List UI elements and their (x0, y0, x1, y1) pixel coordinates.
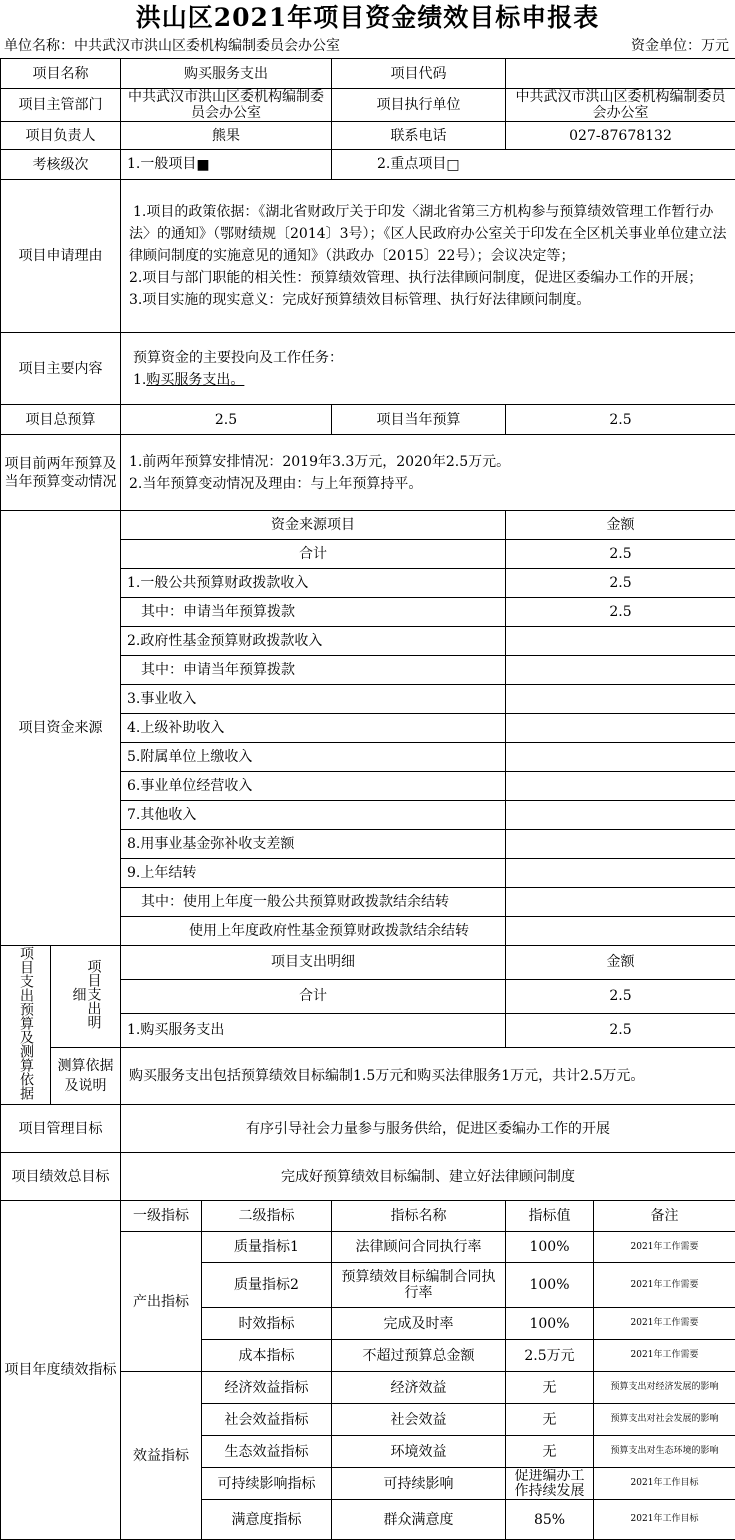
source-amount: 2.5 (506, 540, 735, 569)
perf-name: 群众满意度 (332, 1500, 506, 1540)
perf-level2: 成本指标 (202, 1340, 332, 1372)
perf-level2: 生态效益指标 (202, 1436, 332, 1468)
level-option-key: 2.重点项目□ (332, 150, 735, 180)
row-perf-total (1, 1153, 735, 1201)
label-mgmt: 项目管理目标 (1, 1105, 121, 1153)
label-reason: 项目申请理由 (1, 180, 121, 333)
perf-note: 2021年工作目标 (594, 1468, 735, 1500)
source-amount (506, 743, 735, 772)
source-amount (506, 627, 735, 656)
expense-total-value: 2.5 (506, 979, 735, 1013)
source-item: 1.一般公共预算财政拨款收入 (121, 569, 506, 598)
source-item: 2.政府性基金预算财政拨款收入 (121, 627, 506, 656)
label-change: 项目前两年预算及当年预算变动情况 (1, 435, 121, 511)
perf-col-name: 指标名称 (332, 1201, 506, 1232)
source-amount (506, 917, 735, 946)
reason-text: 1.项目的政策依据：《湖北省财政厅关于印发〈湖北省第三方机构参与预算绩效管理工作暂行办法〉的通知》（鄂财绩规〔2014〕3号）；《区人民政府办公室关于印发在全区机关事业单位建立法律顾问制度的实施意见的通知》（洪政办〔2015〕22号）；会议决定等； 2.项目与部门职能的相关性：预算绩效管理、执行法律顾问制度，促进区委编办工作的开展； 3.项目实施的现实意义：完成好预算绩效目标管理、执行好法律顾问制度。 (121, 180, 735, 333)
perf-name: 社会效益 (332, 1404, 506, 1436)
source-item: 5.附属单位上缴收入 (121, 743, 506, 772)
label-year-budget: 项目当年预算 (332, 405, 506, 435)
expense-total-label: 合计 (121, 979, 506, 1013)
source-amount: 2.5 (506, 569, 735, 598)
label-phone: 联系电话 (332, 122, 506, 150)
value-total-budget: 2.5 (121, 405, 332, 435)
perf-col-value: 指标值 (506, 1201, 594, 1232)
source-amount (506, 830, 735, 859)
money-unit: 资金单位：万元 (631, 36, 729, 56)
perf-name: 完成及时率 (332, 1308, 506, 1340)
perf-level2: 经济效益指标 (202, 1372, 332, 1404)
checkbox-filled-icon: ■ (196, 157, 209, 173)
source-col-item: 资金来源项目 (121, 511, 506, 540)
perf-level2: 时效指标 (202, 1308, 332, 1340)
checkbox-empty-icon: □ (446, 157, 459, 173)
source-item: 使用上年度政府性基金预算财政拨款结余结转 (121, 917, 506, 946)
source-amount (506, 714, 735, 743)
perf-group-output: 产出指标 (121, 1232, 202, 1372)
source-amount: 2.5 (506, 598, 735, 627)
source-item: 其中：申请当年预算拨款 (121, 656, 506, 685)
label-expense-outer: 项目支出预算及测算依据 (1, 946, 51, 1105)
source-item: 6.事业单位经营收入 (121, 772, 506, 801)
perf-value: 100% (506, 1308, 594, 1340)
value-leader: 熊果 (121, 122, 332, 150)
label-leader: 项目负责人 (1, 122, 121, 150)
source-col-amount: 金额 (506, 511, 735, 540)
source-amount (506, 685, 735, 714)
row-change (1, 435, 735, 511)
value-phone: 027-87678132 (506, 122, 735, 150)
level-option-general: 1.一般项目■ (121, 150, 332, 180)
expense-item-value: 2.5 (506, 1013, 735, 1047)
label-perf: 项目年度绩效指标 (1, 1201, 121, 1540)
unit-name: 单位名称：中共武汉市洪山区委机构编制委员会办公室 (4, 36, 340, 56)
perf-level2: 满意度指标 (202, 1500, 332, 1540)
label-exec: 项目执行单位 (332, 89, 506, 122)
label-total-budget: 项目总预算 (1, 405, 121, 435)
source-amount (506, 772, 735, 801)
perf-level2: 质量指标1 (202, 1232, 332, 1263)
perf-value: 促进编办工作持续发展 (506, 1468, 594, 1500)
perf-col-level1: 一级指标 (121, 1201, 202, 1232)
row-mgmt (1, 1105, 735, 1153)
perf-level2: 社会效益指标 (202, 1404, 332, 1436)
source-amount (506, 859, 735, 888)
perf-name: 环境效益 (332, 1436, 506, 1468)
content-text: 预算资金的主要投向及工作任务： 1.购买服务支出。 (121, 333, 735, 405)
label-project-name: 项目名称 (1, 59, 121, 89)
perf-name: 法律顾问合同执行率 (332, 1232, 506, 1263)
perf-note: 2021年工作需要 (594, 1263, 735, 1308)
label-dept: 项目主管部门 (1, 89, 121, 122)
row-project-name (1, 59, 735, 89)
row-reason (1, 180, 735, 333)
row-budget (1, 405, 735, 435)
value-perf-total: 完成好预算绩效目标编制、建立好法律顾问制度 (121, 1153, 735, 1201)
value-project-code (506, 59, 735, 89)
page-title: 洪山区2021年项目资金绩效目标申报表 (0, 0, 735, 36)
perf-value: 100% (506, 1232, 594, 1263)
value-project-name: 购买服务支出 (121, 59, 332, 89)
row-level (1, 150, 735, 180)
perf-level2: 可持续影响指标 (202, 1468, 332, 1500)
source-item: 其中：使用上年度一般公共预算财政拨款结余结转 (121, 888, 506, 917)
perf-value: 无 (506, 1372, 594, 1404)
source-item: 9.上年结转 (121, 859, 506, 888)
perf-level2: 质量指标2 (202, 1263, 332, 1308)
source-amount (506, 888, 735, 917)
perf-note: 2021年工作需要 (594, 1340, 735, 1372)
source-item: 7.其他收入 (121, 801, 506, 830)
expense-header-row (1, 946, 735, 980)
perf-name: 可持续影响 (332, 1468, 506, 1500)
perf-name: 经济效益 (332, 1372, 506, 1404)
change-text: 1.前两年预算安排情况：2019年3.3万元，2020年2.5万元。 2.当年预算变动情况及理由：与上年预算持平。 (121, 435, 735, 511)
source-amount (506, 656, 735, 685)
perf-value: 2.5万元 (506, 1340, 594, 1372)
label-source: 项目资金来源 (1, 511, 121, 946)
perf-note: 预算支出对社会发展的影响 (594, 1404, 735, 1436)
row-content (1, 333, 735, 405)
source-header-row (1, 511, 735, 540)
source-item: 8.用事业基金弥补收支差额 (121, 830, 506, 859)
report-table (0, 58, 735, 1540)
expense-item: 1.购买服务支出 (121, 1013, 506, 1047)
source-item: 其中：申请当年预算拨款 (121, 598, 506, 627)
value-year-budget: 2.5 (506, 405, 735, 435)
label-basis: 测算依据及说明 (51, 1047, 121, 1104)
perf-col-note: 备注 (594, 1201, 735, 1232)
value-exec: 中共武汉市洪山区委机构编制委员会办公室 (506, 89, 735, 122)
perf-note: 2021年工作需要 (594, 1308, 735, 1340)
source-amount (506, 801, 735, 830)
label-expense-detail: 项目支出明细 (51, 946, 121, 1048)
perf-value: 100% (506, 1263, 594, 1308)
perf-value: 无 (506, 1436, 594, 1468)
label-perf-total: 项目绩效总目标 (1, 1153, 121, 1201)
perf-note: 2021年工作目标 (594, 1500, 735, 1540)
perf-value: 无 (506, 1404, 594, 1436)
perf-group-benefit: 效益指标 (121, 1372, 202, 1540)
value-dept: 中共武汉市洪山区委机构编制委员会办公室 (121, 89, 332, 122)
expense-col-amount: 金额 (506, 946, 735, 980)
value-mgmt: 有序引导社会力量参与服务供给，促进区委编办工作的开展 (121, 1105, 735, 1153)
basis-text: 购买服务支出包括预算绩效目标编制1.5万元和购买法律服务1万元，共计2.5万元。 (121, 1047, 735, 1104)
row-basis (1, 1047, 735, 1104)
perf-name: 预算绩效目标编制合同执行率 (332, 1263, 506, 1308)
perf-note: 2021年工作需要 (594, 1232, 735, 1263)
perf-name: 不超过预算总金额 (332, 1340, 506, 1372)
source-item: 合计 (121, 540, 506, 569)
source-item: 3.事业收入 (121, 685, 506, 714)
label-level: 考核级次 (1, 150, 121, 180)
perf-header-row (1, 1201, 735, 1232)
expense-col-item: 项目支出明细 (121, 946, 506, 980)
label-project-code: 项目代码 (332, 59, 506, 89)
perf-note: 预算支出对经济发展的影响 (594, 1372, 735, 1404)
row-leader (1, 122, 735, 150)
perf-note: 预算支出对生态环境的影响 (594, 1436, 735, 1468)
row-dept (1, 89, 735, 122)
perf-col-level2: 二级指标 (202, 1201, 332, 1232)
label-content: 项目主要内容 (1, 333, 121, 405)
perf-value: 85% (506, 1500, 594, 1540)
source-item: 4.上级补助收入 (121, 714, 506, 743)
